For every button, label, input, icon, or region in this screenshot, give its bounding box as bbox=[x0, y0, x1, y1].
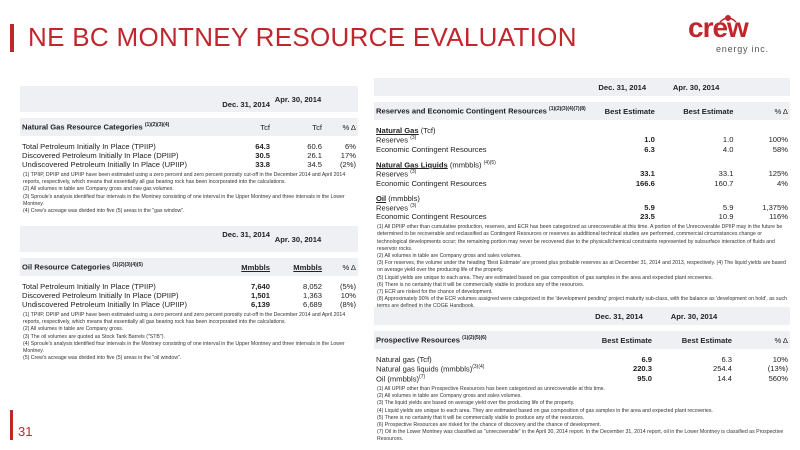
gas-unit2: Tcf bbox=[272, 118, 324, 136]
reserves-panel bbox=[374, 78, 790, 311]
gas-resource-table bbox=[20, 86, 358, 169]
oil-resource-panel bbox=[20, 226, 358, 362]
reserves-footnotes: (1) All DPIIP other than cumulative production, reserves, and ECR has been categorized as unrecoverable at this time. A portion of the Unrecoverable DPIIP may in the future be determined to be recoverable and reclassified as Contingent Resources or reserves as additional technical studies are performed, commercial circumstances change or technological developments occur; the remaining portion may never be recovered due to the physical/chemical constraints represented by subsurface interaction of fluids and reservoir rocks. (2) All volumes in table are Company gross and sales volumes. (3) For reserves, the volume under the heading 'Best Estimate' are proved plus probable reserves as at December 31, 2014 and 2013, respectively. (4) The liquid yields are based on average yield over the producing life of the property. (5) Liquid yields are unique to each area. They are estimated based on gas composition of gas samples in the area and expected plant recoveries. (6) There is no certainty that it will be commercially viable to produce any of the resources. (7) ECR are risked for the chance of development. (8) Approximately 90% of the ECR volumes assigned were categorized in the 'development pending' project maturity sub-class, with the balance as 'development on hold', as such bbox=[377, 224, 787, 303]
table-row: Discovered Petroleum Initially In Place (DPIIP) 1,501 1,363 10% bbox=[22, 291, 356, 300]
prospective-unit2: Best Estimate bbox=[654, 331, 734, 349]
oil-units-row bbox=[20, 258, 358, 276]
table-row: Reserves $^{(3)}$ 5.9 5.9 1,375% bbox=[376, 202, 788, 213]
logo-wordmark: crew bbox=[688, 12, 748, 43]
oil-footnotes: (1) TPIIP, DPIIP and UPIIP have been estimated using a zero percent and zero percent porosity cut-off in the December 2014 and April 2014 reports, respectively, which means that essentially all gas bearing rock has been incorporated into the calculations. (2) All volumes in table are Company gross. (3) The oil volumes are quoted as Stock Tank Barrels ("STB"). (4) Sproule's analysis identified four intervals in the Montney consisting of one interval in the Upper Montney and three intervals in the Lower Montney. (5) Crew's acreage was divided into five (5) areas in the "oil window". bbox=[23, 312, 346, 362]
prospective-header-row bbox=[374, 307, 790, 325]
table-row: Total Petroleum Initially In Place (TPIIP) 64.3 60.6 6% bbox=[22, 142, 356, 151]
gas-header-row bbox=[20, 86, 358, 112]
prospective-category-label: Prospective Resources $^{(1)(2)(5)(6)}$ bbox=[374, 331, 584, 349]
gas-category-label: Natural Gas Resource Categories $^{(1)(2)(3)(4)}$ bbox=[20, 118, 220, 136]
prospective-col1-header: Dec. 31, 2014 bbox=[584, 307, 654, 325]
gas-col2-header: Apr. 30, 2014 bbox=[272, 86, 324, 112]
page-number: 31 bbox=[18, 424, 33, 439]
table-row: Economic Contingent Resources 166.6 160.7 4% bbox=[376, 178, 788, 188]
gas-resource-panel bbox=[20, 86, 358, 215]
prospective-col2-header: Apr. 30, 2014 bbox=[654, 307, 734, 325]
reserves-col2-header: Apr. 30, 2014 bbox=[657, 78, 736, 96]
logo-subtitle: energy inc. bbox=[716, 44, 769, 54]
oil-unit3: % Δ bbox=[324, 258, 358, 276]
table-row: Natural gas liquids (mmbbls)$^{(3)(4)}$ 220.3 254.4 (13%) bbox=[376, 364, 788, 374]
gas-unit1: Tcf bbox=[220, 118, 272, 136]
reserves-table bbox=[374, 78, 790, 221]
table-row: Total Petroleum Initially In Place (TPIIP) 7,640 8,052 (5%) bbox=[22, 282, 356, 291]
reserves-group-title: Oil (mmbbls) bbox=[376, 193, 420, 203]
prospective-footnotes: (1) All UPIIP other than Prospective Resources has been categorized as unrecoverable at this time. (2) All volumes in table are Company gross and sales volumes. (3) The liquid yields are based on average yield over the producing life of the property. (4) Liquid yields are unique to each area. They are estimated based on gas composition of gas samples in the area and expected plant recoveries. (5) There is no certainty that it will be commercially viable to produce any of the resources. (6) Prospective Resources are risked for the chance of discovery and the chance of development. (7) Oil in the Lower Montney was classified as "unrecoverable" in the April 30, 2014 report. In the December 31, 2014 report, oil in the Lower Montney is classified as Prospective Resources. bbox=[377, 386, 784, 443]
title-accent-bar bbox=[10, 24, 14, 52]
reserves-group-title: Natural Gas Liquids (mmbbls) $^{(4)(5)}$ bbox=[376, 159, 496, 170]
reserves-unit2: Best Estimate bbox=[657, 102, 736, 120]
oil-unit1: Mmbbls bbox=[220, 258, 272, 276]
gas-col1-header: Dec. 31, 2014 bbox=[220, 86, 272, 112]
table-row: Natural gas (Tcf) 6.9 6.3 10% bbox=[376, 355, 788, 364]
reserves-header-row bbox=[374, 78, 790, 96]
prospective-unit3: % Δ bbox=[734, 331, 790, 349]
oil-resource-table bbox=[20, 226, 358, 309]
reserves-unit1: Best Estimate bbox=[588, 102, 657, 120]
table-row: Undiscovered Petroleum Initially In Place (UPIIP) 6,139 6,689 (8%) bbox=[22, 300, 356, 309]
table-row: Economic Contingent Resources 23.5 10.9 116% bbox=[376, 212, 788, 222]
reserves-units-row bbox=[374, 102, 790, 120]
table-row: Undiscovered Petroleum Initially In Place (UPIIP) 33.8 34.5 (2%) bbox=[22, 160, 356, 169]
prospective-panel bbox=[374, 307, 790, 444]
gas-units-row bbox=[20, 118, 358, 136]
oil-col1-header: Dec. 31, 2014 bbox=[220, 226, 272, 252]
gas-footnotes: (1) TPIIP, DPIIP and UPIIP have been estimated using a zero percent and zero percent porosity cut-off in the December 2014 and April 2014 reports, respectively, which means that essentially all gas bearing rock has been incorporated into the calculations. (2) All volumes in table are Company gross and raw gas volumes. (3) Sproule's analysis identified four intervals in the Montney consisting of one interval in the Upper Montney and three intervals in the Lower Montney. (4) Crew's acreage was divided into five (5) areas in the "gas window". bbox=[23, 172, 346, 215]
page-number-bar bbox=[10, 410, 13, 440]
reserves-group-title: Natural Gas (Tcf) bbox=[376, 126, 436, 135]
table-row: Reserves $^{(3)}$ 33.1 33.1 125% bbox=[376, 169, 788, 179]
table-row: Economic Contingent Resources 6.3 4.0 58% bbox=[376, 144, 788, 154]
slide-title: NE BC MONTNEY RESOURCE EVALUATION bbox=[28, 22, 577, 52]
prospective-unit1: Best Estimate bbox=[584, 331, 654, 349]
table-row: Discovered Petroleum Initially In Place (DPIIP) 30.5 26.1 17% bbox=[22, 151, 356, 160]
reserves-col1-header: Dec. 31, 2014 bbox=[588, 78, 657, 96]
table-row: Oil (mmbbls)$^{(7)}$ 95.0 14.4 560% bbox=[376, 373, 788, 384]
oil-unit2: Mmbbls bbox=[272, 258, 324, 276]
oil-col2-header: Apr. 30, 2014 bbox=[272, 226, 324, 252]
prospective-table bbox=[374, 307, 790, 383]
reserves-unit3: % Δ bbox=[735, 102, 790, 120]
oil-category-label: Oil Resource Categories $^{(1)(2)(3)(4)(5)}$ bbox=[20, 258, 220, 276]
table-row: Reserves $^{(3)}$ 1.0 1.0 100% bbox=[376, 135, 788, 145]
crew-logo bbox=[688, 12, 788, 60]
gas-unit3: % Δ bbox=[324, 118, 358, 136]
reserves-category-label: Reserves and Economic Contingent Resources $^{(1)(2)(3)(4)(7)(8)}$ bbox=[374, 102, 588, 120]
prospective-units-row bbox=[374, 331, 790, 349]
oil-header-row bbox=[20, 226, 358, 252]
